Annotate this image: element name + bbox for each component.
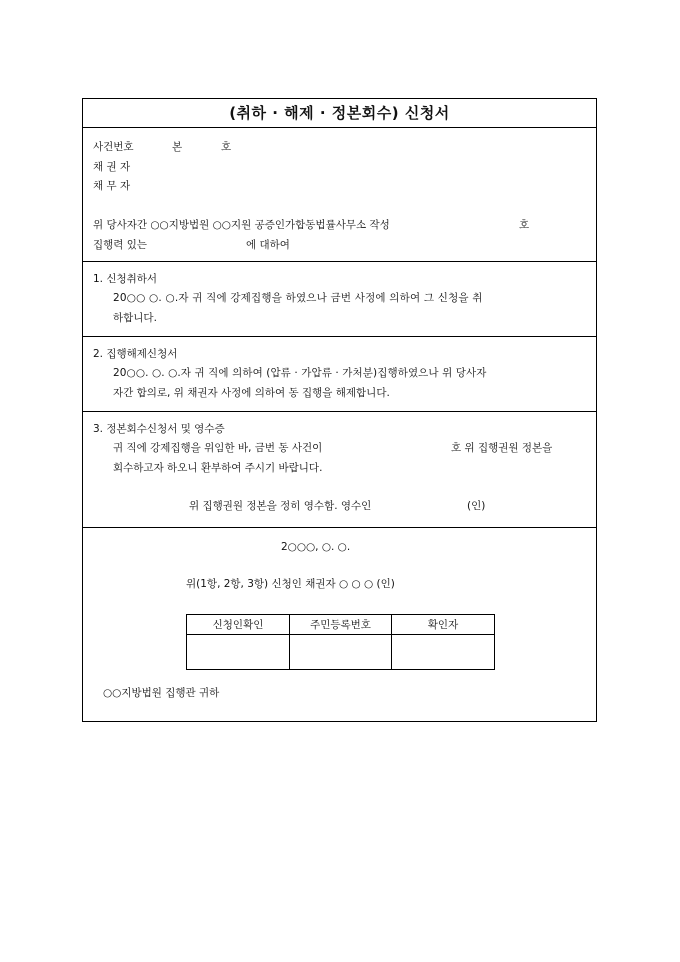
notary-line-suffix: 호 xyxy=(519,219,530,231)
header-resident-number: 주민등록번호 xyxy=(290,615,392,635)
withdrawal-line-2: 하합니다. xyxy=(113,312,157,324)
addressee: ○○지방법원 집행관 귀하 xyxy=(103,687,220,699)
notary-line: 위 당사자간 ○○지방법원 ○○지원 공증인가합동법률사무소 작성 xyxy=(93,219,390,231)
signature-date: 2○○○, ○. ○. xyxy=(281,541,351,553)
withdrawal-section xyxy=(83,262,596,337)
recovery-heading: 3. 정본회수신청서 및 영수증 xyxy=(93,423,225,435)
case-number-suffix: 호 xyxy=(221,141,232,153)
recovery-line-1a: 귀 직에 강제집행을 위임한 바, 금번 동 사건이 xyxy=(113,442,323,454)
receipt-seal: (인) xyxy=(467,500,486,512)
enforcement-suffix: 에 대하여 xyxy=(246,239,290,251)
creditor-label: 채 권 자 xyxy=(93,161,131,173)
withdrawal-heading: 1. 신청취하서 xyxy=(93,273,158,285)
receipt-text: 위 집행권원 정본을 정히 영수함. 영수인 xyxy=(189,500,372,512)
form-title: (취하 · 해제 · 정본회수) 신청서 xyxy=(83,99,596,128)
applicant-confirm-cell[interactable] xyxy=(187,635,290,670)
release-line-2: 자간 합의로, 위 채권자 사정에 의하여 동 집행을 해제합니다. xyxy=(113,387,390,399)
debtor-label: 채 무 자 xyxy=(93,180,131,192)
release-line-1: 20○○. ○. ○.자 귀 직에 의하여 (압류 · 가압류 · 가처분)집행하였으나 위 당사자 xyxy=(113,367,487,379)
recovery-line-2: 회수하고자 하오니 환부하여 주시기 바랍니다. xyxy=(113,462,323,474)
header-confirmer: 확인자 xyxy=(392,615,495,635)
applicant-line: 위(1항, 2항, 3항) 신청인 채권자 ○ ○ ○ (인) xyxy=(186,578,395,590)
release-section xyxy=(83,337,596,412)
case-number-label: 사건번호 xyxy=(93,141,134,153)
withdrawal-line-1: 20○○ ○. ○.자 귀 직에 강제집행을 하였으나 금번 사정에 의하여 그 신청을 취 xyxy=(113,292,483,304)
application-form xyxy=(82,98,597,722)
enforcement-label: 집행력 있는 xyxy=(93,239,148,251)
confirmation-table xyxy=(186,614,495,670)
release-heading: 2. 집행해제신청서 xyxy=(93,348,178,360)
confirmer-cell[interactable] xyxy=(392,635,495,670)
header-applicant-confirm: 신청인확인 xyxy=(187,615,290,635)
resident-number-cell[interactable] xyxy=(290,635,392,670)
case-number-mid: 본 xyxy=(172,141,183,153)
recovery-section xyxy=(83,412,596,528)
recovery-line-1b: 호 위 집행권원 정본을 xyxy=(451,442,553,454)
case-info-section xyxy=(83,128,596,262)
